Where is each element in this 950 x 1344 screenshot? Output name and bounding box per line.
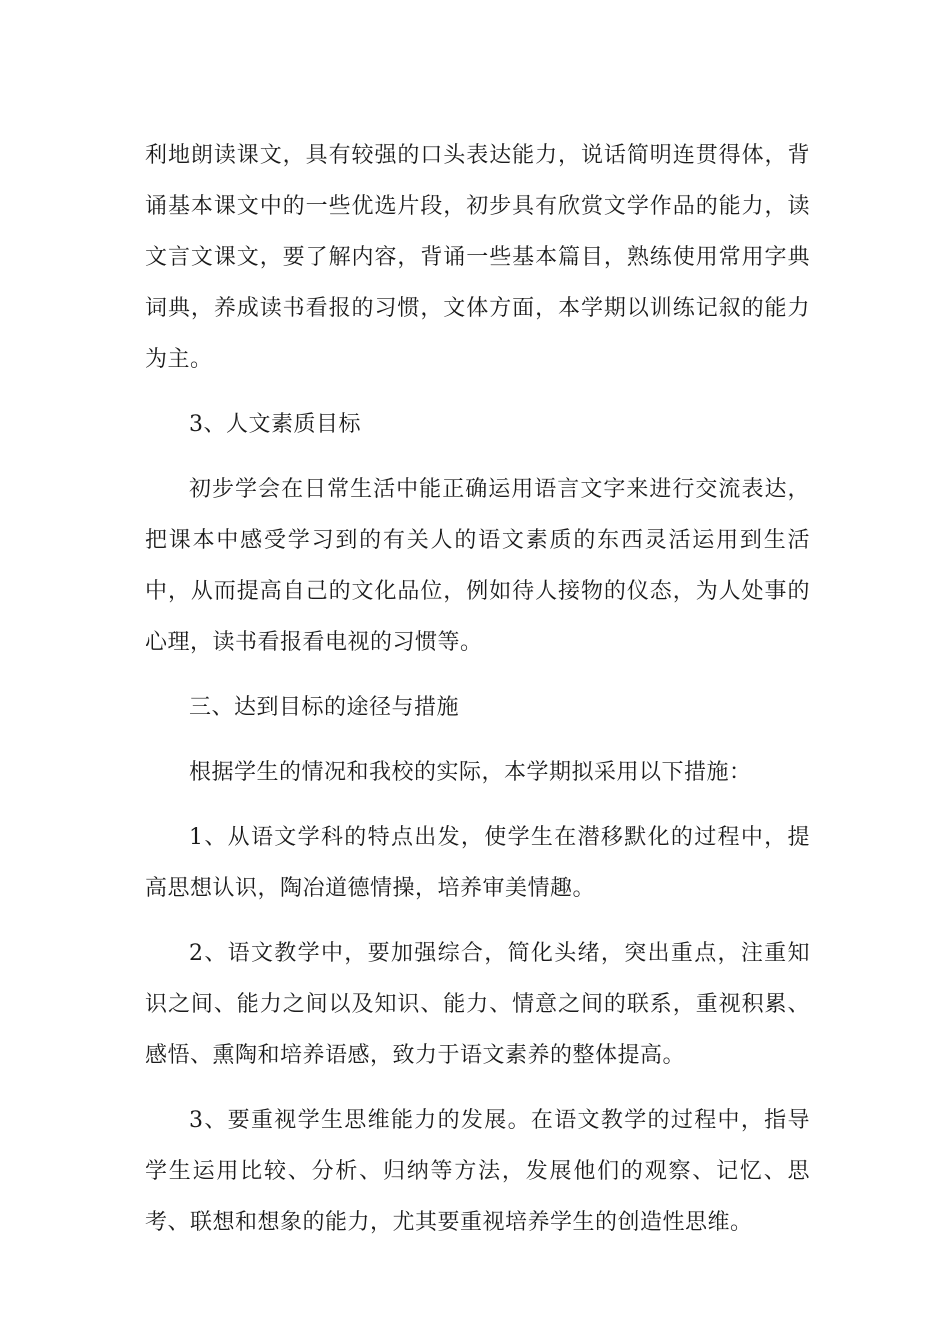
list-item-measure-2: 2、语文教学中，要加强综合，简化头绪，突出重点，注重知识之间、能力之间以及知识、能力、情意之间的联系，重视积累、感悟、熏陶和培养语感，致力于语文素养的整体提高。 [145,941,810,1068]
paragraph-continued-reading-goals: 利地朗读课文，具有较强的口头表达能力，说话简明连贯得体，背诵基本课文中的一些优选片段，初步具有欣赏文学作品的能力，读文言文课文，要了解内容，背诵一些基本篇目，熟练使用常用字典词典，养成读书看报的习惯，文体方面，本学期以训练记叙的能力为主。 [145,143,810,372]
list-item-measure-1: 1、从语文学科的特点出发，使学生在潜移默化的过程中，提高思想认识，陶冶道德情操，培养审美情趣。 [145,825,810,901]
paragraph-humanistic-quality: 初步学会在日常生活中能正确运用语言文字来进行交流表达，把课本中感受学习到的有关人的语文素质的东西灵活运用到生活中，从而提高自己的文化品位，例如待人接物的仪态，为人处事的心理，读书看报看电视的习惯等。 [145,477,810,655]
list-item-measure-3: 3、要重视学生思维能力的发展。在语文教学的过程中，指导学生运用比较、分析、归纳等方法，发展他们的观察、记忆、思考、联想和想象的能力，尤其要重视培养学生的创造性思维。 [145,1108,810,1235]
heading-methods-and-measures: 三、达到目标的途径与措施 [189,695,460,720]
paragraph-measures-intro: 根据学生的情况和我校的实际，本学期拟采用以下措施： [189,760,752,785]
heading-humanistic-quality-goals: 3、人文素质目标 [189,412,361,437]
document-body [145,130,810,1262]
